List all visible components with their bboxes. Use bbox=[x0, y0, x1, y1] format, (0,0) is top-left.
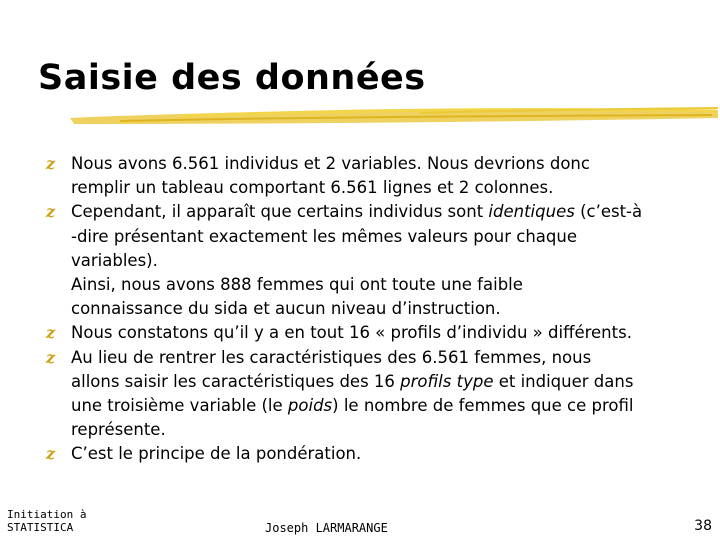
bullet-line: variables). bbox=[71, 250, 158, 270]
bullet-text: (c’est-à bbox=[574, 202, 643, 222]
bullet-line: représente. bbox=[71, 420, 166, 440]
bullet-text: ) le nombre de femmes que ce profil bbox=[332, 396, 634, 416]
bullet-line: C’est le principe de la pondération. bbox=[71, 444, 362, 464]
bullet-line: Nous constatons qu’il y a en tout 16 « profils d’individu » différents. bbox=[71, 323, 632, 343]
bullet-text: Cependant, il apparaît que certains individus sont bbox=[71, 202, 489, 222]
bullet-text: allons saisir les caractéristiques des 16 bbox=[71, 371, 401, 391]
bullet-line: remplir un tableau comportant 6.561 lignes et 2 colonnes. bbox=[71, 178, 554, 198]
emphasis-text: poids bbox=[287, 396, 333, 416]
bullet-line: connaissance du sida et aucun niveau d’instruction. bbox=[71, 299, 501, 319]
z-bullet-icon: z bbox=[46, 202, 56, 222]
bullet-item bbox=[46, 321, 686, 345]
emphasis-text: identiques bbox=[488, 202, 575, 222]
bullet-text: une troisième variable (le bbox=[71, 396, 288, 416]
bullet-item bbox=[46, 346, 686, 443]
bullet-line: -dire présentant exactement les mêmes valeurs pour chaque bbox=[71, 226, 577, 246]
z-bullet-icon: z bbox=[46, 323, 56, 343]
slide-title: Saisie des données bbox=[38, 58, 426, 98]
bullet-line: Nous avons 6.561 individus et 2 variables. Nous devrions donc bbox=[71, 154, 590, 173]
bullet-line bbox=[71, 370, 686, 394]
bullet-line bbox=[71, 394, 686, 418]
z-bullet-icon: z bbox=[46, 444, 56, 464]
bullet-list bbox=[46, 152, 686, 467]
bullet-line: Au lieu de rentrer les caractéristiques des 6.561 femmes, nous bbox=[71, 347, 592, 367]
z-bullet-icon: z bbox=[46, 154, 56, 173]
footer-course-line: Initiation à bbox=[7, 508, 87, 521]
bullet-item bbox=[46, 200, 686, 321]
title-underline-brush bbox=[0, 0, 720, 140]
z-bullet-icon: z bbox=[46, 347, 56, 367]
bullet-item bbox=[46, 442, 686, 466]
bullet-item bbox=[46, 152, 686, 200]
footer-course-title bbox=[7, 508, 86, 534]
footer-author: Joseph LARMARANGE bbox=[265, 521, 388, 535]
bullet-line bbox=[71, 200, 686, 224]
page-number: 38 bbox=[694, 518, 712, 534]
emphasis-text: profils type bbox=[400, 371, 494, 391]
bullet-line: Ainsi, nous avons 888 femmes qui ont toute une faible bbox=[71, 275, 523, 295]
footer-course-line: STATISTICA bbox=[7, 521, 74, 534]
bullet-text: et indiquer dans bbox=[493, 371, 634, 391]
